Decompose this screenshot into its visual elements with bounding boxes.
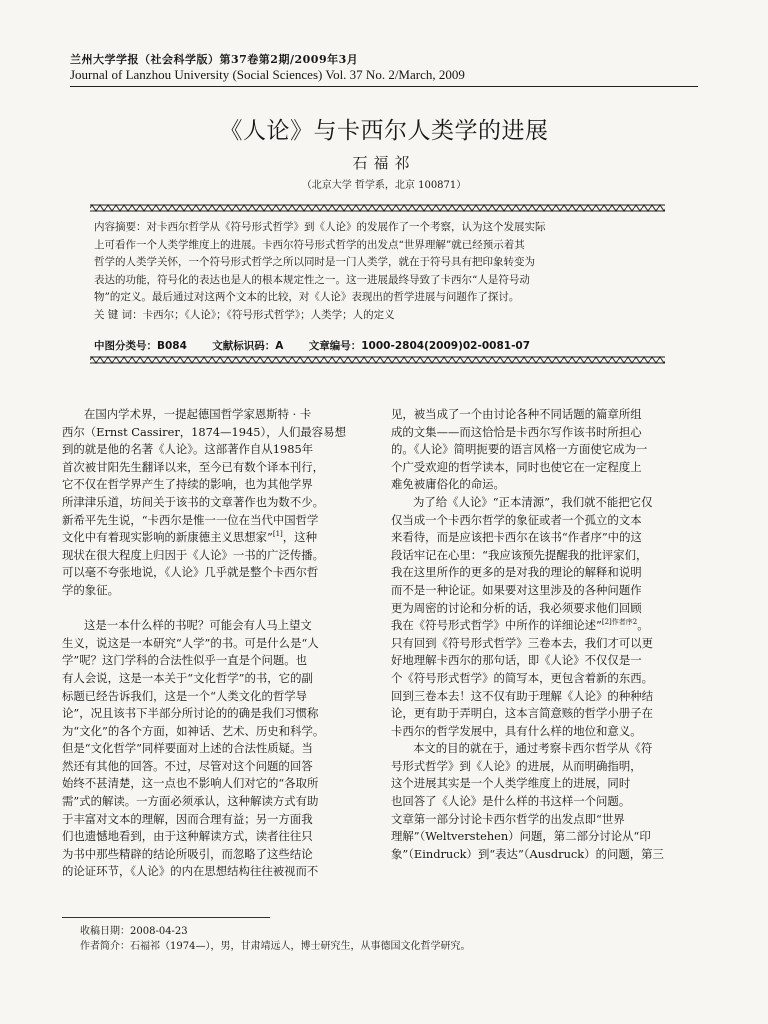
body-text: 到的就是他的名著《人论》。这部著作自从1985年 [62, 442, 314, 457]
article-number: 文章编号：1000-2804(2009)02-0081-07 [308, 340, 531, 352]
abstract-line: 哲学的人类学关怀，一个符号形式哲学之所以同时是一门人类学，就在于符号具有把印象转变为 [94, 256, 535, 268]
body-line [391, 652, 693, 670]
body-line [62, 600, 364, 618]
body-text: 的。《人论》简明扼要的语言风格一方面使它成为一 [391, 442, 648, 457]
body-text: 卡西尔的哲学发展中，具有什么样的地位和意义。 [391, 723, 642, 738]
body-text: 但是“文化哲学”同样要面对上述的合法性质疑。当 [62, 741, 313, 756]
body-text: 新希平先生说，“卡西尔是惟一一位在当代中国哲学 [62, 512, 319, 527]
abstract-top-border [90, 204, 665, 212]
body-line [391, 740, 693, 758]
body-text: 文化中有着现实影响的新康德主义思想家” [62, 530, 273, 545]
body-line [62, 652, 364, 670]
body-line [62, 494, 364, 512]
citation-mark: [2]作者序2 [601, 618, 638, 627]
body-text: 西尔（Ernst Cassirer，1874—1945），人们最容易想 [62, 424, 346, 439]
body-line [391, 547, 693, 565]
body-text: 见，被当成了一个由讨论各种不同话题的篇章所组 [391, 407, 642, 421]
body-text: 它不仅在哲学界产生了持续的影响，也为其他学界 [62, 477, 313, 492]
body-line [62, 476, 364, 494]
body-line [391, 494, 693, 512]
body-text: 我在这里所作的更多的是对我的理论的解释和说明 [391, 565, 642, 580]
body-line [62, 688, 364, 706]
body-line [62, 705, 364, 723]
body-line [62, 424, 364, 442]
body-line [391, 705, 693, 723]
body-text: 这是一本什么样的书呢？可能会有人马上望文 [84, 618, 312, 633]
body-text: 而不是一种论证。如果要对这里涉及的各种问题作 [391, 582, 642, 597]
article-title: 《人论》与卡西尔人类学的进展 [219, 118, 549, 144]
body-line [391, 670, 693, 688]
journal-header-cn: 兰州大学学报（社会科学版）第37卷第2期/2009年3月 [70, 53, 359, 66]
body-text: 论，更有助于弄明白，这本言简意赅的哲学小册子在 [391, 706, 653, 721]
body-line [391, 723, 693, 741]
body-line [62, 441, 364, 459]
body-text: 需”式的解读。一方面必须承认，这种解读方式有助 [62, 794, 319, 809]
body-text: 本文的目的就在于，通过考察卡西尔哲学从《符 [413, 741, 653, 756]
body-line [62, 459, 364, 477]
body-line [391, 406, 693, 424]
body-line [62, 512, 364, 530]
classification-line [94, 338, 552, 353]
body-text: 学”呢？这门学科的合法性似乎一直是个问题。也 [62, 653, 308, 668]
author-bio: 作者简介：石福祁（1974—），男，甘肃靖远人，博士研究生，从事德国文化哲学研究。 [80, 941, 471, 952]
body-line [391, 793, 693, 811]
received-date: 收稿日期：2008-04-23 [80, 926, 188, 937]
article-author: 石福祁 [352, 154, 416, 172]
body-text: 更为周密的讨论和分析的话，我必须要求他们回顾 [391, 600, 642, 615]
body-text: 回到三卷本去！这不仅有助于理解《人论》的种种结 [391, 688, 653, 703]
body-text: 始终不甚清楚，这一点也不影响人们对它的“各取所 [62, 776, 319, 791]
body-line [62, 582, 364, 600]
body-line [62, 547, 364, 565]
body-text: 们也遗憾地看到，由于这种解读方式，读者往往只 [62, 829, 313, 844]
body-text: 所津津乐道，坊间关于该书的文章著作也为数不少。 [62, 494, 324, 509]
body-text: 。 [637, 618, 649, 633]
body-line [62, 723, 364, 741]
body-text: 为了给《人论》“正本清源”，我们就不能把它仅 [413, 494, 653, 509]
body-text: 段话牢记在心里：“我应该预先提醒我的批评家们， [391, 547, 648, 562]
body-text: 标题已经告诉我们，这是一个“人类文化的哲学导 [62, 688, 308, 703]
body-text: 来看待，而是应该把卡西尔在该书“作者序”中的这 [391, 530, 642, 545]
body-text: ，这种 [282, 530, 317, 545]
body-line [62, 811, 364, 829]
body-line [391, 512, 693, 530]
body-text: 这个进展其实是一个人类学维度上的进展，同时 [391, 776, 631, 791]
body-column-left [62, 406, 364, 881]
body-line [391, 811, 693, 829]
body-line [391, 688, 693, 706]
journal-header-en: Journal of Lanzhou University (Social Sciences) Vol. 37 No. 2/March, 2009 [70, 67, 465, 82]
body-text: 难免被庸俗化的命运。 [391, 477, 505, 492]
body-line [391, 564, 693, 582]
body-line [62, 406, 364, 424]
body-text: 象”（Eindruck）到“表达”（Ausdruck）的问题，第三 [391, 846, 664, 861]
body-line [62, 617, 364, 635]
body-text: 学的象征。 [62, 582, 119, 597]
body-text: 为书中那些精辟的结论所吸引，而忽略了这些结论 [62, 846, 313, 861]
body-line [391, 600, 693, 618]
citation-mark: [1] [272, 530, 283, 539]
body-text: 生义，说这是一本研究“人学”的书。可是什么是“人 [62, 635, 319, 650]
body-text: 仅当成一个卡西尔哲学的象征或者一个孤立的文本 [391, 512, 642, 527]
body-line [62, 740, 364, 758]
body-line [62, 846, 364, 864]
body-text: 的论证环节，《人论》的内在思想结构往往被视而不 [62, 864, 319, 879]
body-text: 文章第一部分讨论卡西尔哲学的出发点即“世界 [391, 811, 625, 826]
body-text: 为“文化”的各个方面，如神话、艺术、历史和科学。 [62, 723, 325, 738]
body-text: 个广受欢迎的哲学读本，同时也使它在一定程度上 [391, 459, 642, 474]
body-line [62, 670, 364, 688]
body-text: 只有回到《符号形式哲学》三卷本去，我们才可以更 [391, 635, 653, 650]
body-line [391, 846, 693, 864]
body-text: 个《符号形式哲学》的简写本，更包含着新的东西。 [391, 670, 653, 685]
body-line [391, 775, 693, 793]
body-text: 然还有其他的回答。不过，尽管对这个问题的回答 [62, 758, 313, 773]
abstract-line: 内容摘要：对卡西尔哲学从《符号形式哲学》到《人论》的发展作了一个考察，认为这个发展实际 [94, 221, 546, 233]
body-text: 理解”（Weltverstehen）问题，第二部分讨论从“印 [391, 829, 651, 844]
footnote-rule [62, 917, 270, 918]
author-affiliation: （北京大学 哲学系，北京 100871） [301, 180, 467, 191]
body-line [62, 793, 364, 811]
body-line [391, 617, 693, 635]
body-line [391, 828, 693, 846]
keywords-line: 关 键 词：卡西尔；《人论》；《符号形式哲学》；人类学；人的定义 [94, 308, 395, 321]
footnotes [80, 924, 470, 954]
body-text: 有人会说，这是一本关于“文化哲学”的书，它的副 [62, 670, 313, 685]
body-line [62, 529, 364, 547]
body-line [62, 758, 364, 776]
body-line [391, 441, 693, 459]
body-text: 号形式哲学》到《人论》的进展，从而明确指明， [391, 758, 642, 773]
body-text: 论”，况且该书下半部分所讨论的的确是我们习惯称 [62, 706, 319, 721]
body-text: 在国内学术界，一提起德国哲学家恩斯特 · 卡 [84, 407, 312, 421]
document-code: 文献标识码：A [212, 340, 284, 352]
body-line [391, 635, 693, 653]
body-text: 首次被甘阳先生翻译以来，至今已有数个译本刊行， [62, 459, 324, 474]
body-line [391, 424, 693, 442]
body-text: 成的文集——而这恰恰是卡西尔写作该书时所担心 [391, 424, 642, 439]
body-text: 好地理解卡西尔的那句话，即《人论》不仅仅是一 [391, 653, 642, 668]
body-line [391, 476, 693, 494]
body-line [391, 459, 693, 477]
body-line [391, 582, 693, 600]
abstract-bottom-border [90, 356, 665, 364]
abstract-line: 表达的功能，符号化的表达也是人的根本规定性之一。这一进展最终导致了卡西尔“人是符号动 [94, 273, 530, 286]
header-rule [70, 86, 698, 87]
abstract-block [94, 219, 666, 324]
body-column-right [391, 406, 693, 863]
body-line [391, 758, 693, 776]
body-line [62, 635, 364, 653]
body-line [62, 775, 364, 793]
clc-number: 中图分类号：B084 [94, 340, 187, 352]
body-line [391, 529, 693, 547]
body-text: 现状在很大程度上归因于《人论》一书的广泛传播。 [62, 547, 324, 562]
body-text: 可以毫不夸张地说，《人论》几乎就是整个卡西尔哲 [62, 565, 319, 580]
body-text: 也回答了《人论》是什么样的书这样一个问题。 [391, 794, 631, 809]
body-line [62, 863, 364, 881]
abstract-line: 物”的定义。最后通过对这两个文本的比较，对《人论》表现出的哲学进展与问题作了探讨。 [94, 291, 520, 303]
body-line [62, 828, 364, 846]
body-text: 于丰富对文本的理解，因而合理有益；另一方面我 [62, 811, 313, 826]
abstract-line: 上可看作一个人类学维度上的进展。卡西尔符号形式哲学的出发点“世界理解”就已经预示着其 [94, 238, 525, 251]
body-text: 我在《符号形式哲学》中所作的详细论述” [391, 618, 602, 633]
body-line [62, 564, 364, 582]
